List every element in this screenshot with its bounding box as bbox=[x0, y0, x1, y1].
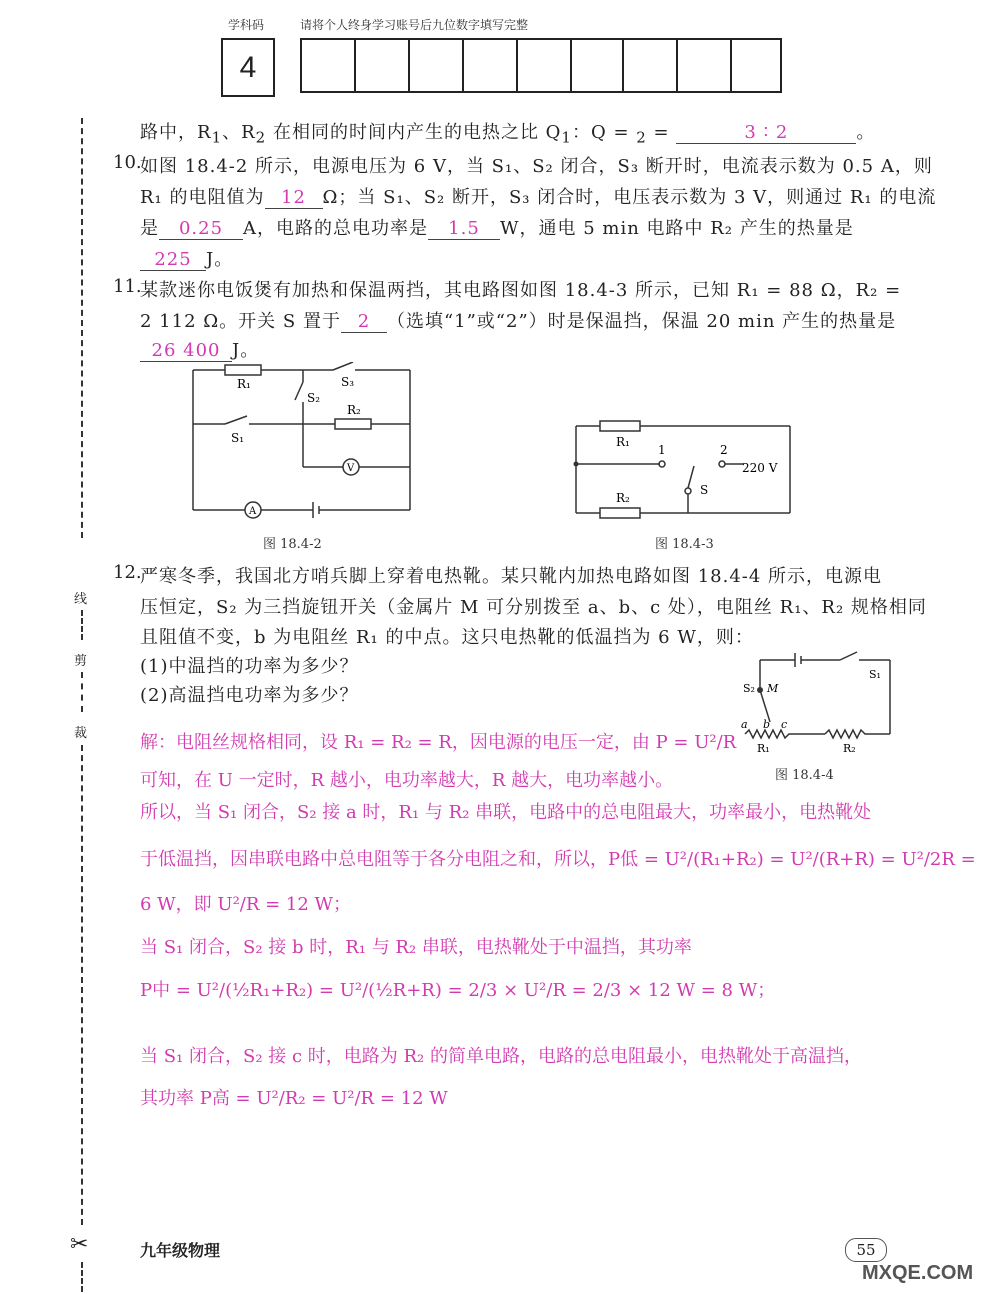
solution-line7: P中 = U²/(½R₁+R₂) = U²/(½R+R) = 2/3 × U²/R = 2/3 × 12 W = 8 W； bbox=[140, 980, 776, 1001]
fig3-label-s: S bbox=[700, 483, 709, 497]
q9-tail-line: 路中，$R_1$、$R_2$ 在相同的时间内产生的电热之比 $Q_1$：Q = $_2$ = 3 ∶ 2 。 bbox=[140, 122, 876, 147]
grade-subject-label: 九年级物理 bbox=[140, 1243, 221, 1260]
q10-line4: 225 J。 bbox=[140, 245, 233, 271]
q12-line1: 严寒冬季，我国北方哨兵脚上穿着电热靴。某只靴内加热电路如图 18.4-4 所示，电源电 bbox=[140, 566, 883, 587]
q10-number: 10. bbox=[113, 152, 142, 173]
subject-code-label: 学科码 bbox=[228, 18, 265, 32]
q11-number: 11. bbox=[113, 276, 142, 297]
fig4-label-s1: S₁ bbox=[869, 668, 881, 681]
fig2-label-s1: S₁ bbox=[231, 431, 245, 445]
q11-line2: 2 112 Ω。开关 S 置于 2 （选填“1”或“2”）时是保温挡，保温 20 min 产生的热量是 bbox=[140, 311, 897, 332]
cut-line-top bbox=[81, 118, 83, 538]
circuit-diagram-18-4-4 bbox=[735, 648, 895, 758]
fig4-label-r1: R₁ bbox=[757, 742, 770, 755]
solution-line8: 当 S₁ 闭合，S₂ 接 c 时，电路为 R₂ 的简单电路，电路的总电阻最小，电热靴处于高温挡， bbox=[140, 1046, 862, 1067]
q12-sub1: (1)中温挡的功率为多少？ bbox=[140, 656, 359, 677]
fig4-label-a: a bbox=[741, 718, 748, 731]
fig3-label-r1: R₁ bbox=[616, 435, 630, 449]
margin-label-trim: 裁 bbox=[74, 726, 88, 741]
account-instruction: 请将个人终身学习账号后九位数字填写完整 bbox=[300, 18, 529, 32]
q10-answer-r1[interactable]: 12 bbox=[265, 187, 323, 209]
solution-line6: 当 S₁ 闭合，S₂ 接 b 时，R₁ 与 R₂ 串联，电热靴处于中温挡，其功率 bbox=[140, 937, 692, 958]
fig4-label-r2: R₂ bbox=[843, 742, 856, 755]
q12-line3: 且阻值不变，b 为电阻丝 R₁ 的中点。这只电热靴的低温挡为 6 W，则： bbox=[140, 627, 754, 648]
cut-line-mid1 bbox=[81, 610, 83, 640]
fig3-label-r2: R₂ bbox=[616, 491, 630, 505]
q10-answer-heat[interactable]: 225 bbox=[140, 249, 206, 271]
q11-answer-switch[interactable]: 2 bbox=[341, 311, 387, 333]
cut-line-bottom bbox=[81, 745, 83, 1225]
q12-sub2: (2)高温挡电功率为多少？ bbox=[140, 685, 359, 706]
fig2-label-s3: S₃ bbox=[341, 375, 355, 389]
q10-line1: 如图 18.4-2 所示，电源电压为 6 V，当 S₁、S₂ 闭合，S₃ 断开时，电流表示数为 0.5 A，则 bbox=[140, 156, 933, 177]
ammeter-icon: A bbox=[249, 506, 257, 517]
solution-line2: 可知，在 U 一定时，R 越小，电功率越大，R 越大，电功率越小。 bbox=[140, 770, 674, 791]
fig4-label-c: c bbox=[781, 718, 788, 731]
fig3-label-1: 1 bbox=[658, 443, 666, 457]
q11-line1: 某款迷你电饭煲有加热和保温两挡，其电路图如图 18.4-3 所示，已知 R₁ = 88 Ω，R₂ = bbox=[140, 280, 902, 301]
fig3-label-2: 2 bbox=[720, 443, 728, 457]
fig4-caption: 图 18.4-4 bbox=[775, 768, 834, 783]
scissors-icon: ✂ bbox=[70, 1232, 89, 1257]
solution-line1: 解：电阻丝规格相同，设 R₁ = R₂ = R，因电源的电压一定，由 P = U²/R bbox=[140, 732, 737, 753]
q10-line3: 是 0.25 A，电路的总电功率是 1.5 W，通电 5 min 电路中 R₂ 产生的热量是 bbox=[140, 218, 854, 239]
q11-answer-heat[interactable]: 26 400 bbox=[140, 340, 232, 362]
margin-label-line: 线 bbox=[74, 592, 88, 607]
cut-line-mid2 bbox=[81, 672, 83, 712]
q11-line3: 26 400 J。 bbox=[140, 336, 259, 362]
fig4-label-b: b bbox=[763, 718, 771, 731]
circuit-diagram-18-4-3 bbox=[570, 418, 810, 528]
fig2-caption: 图 18.4-2 bbox=[263, 537, 322, 552]
fig2-label-r2: R₂ bbox=[347, 403, 361, 417]
q10-answer-current[interactable]: 0.25 bbox=[159, 218, 243, 240]
margin-label-cut: 剪 bbox=[74, 654, 88, 669]
q12-number: 12. bbox=[113, 562, 142, 583]
solution-line5: 6 W，即 U²/R = 12 W； bbox=[140, 894, 352, 915]
cut-line-end bbox=[81, 1262, 83, 1292]
solution-line9: 其功率 P高 = U²/R₂ = U²/R = 12 W bbox=[140, 1088, 448, 1109]
circuit-diagram-18-4-2 bbox=[185, 362, 425, 532]
fig3-caption: 图 18.4-3 bbox=[655, 537, 714, 552]
subject-code-box: 4 bbox=[221, 38, 275, 97]
voltmeter-icon: V bbox=[347, 463, 355, 474]
q12-line2: 压恒定，S₂ 为三挡旋钮开关（金属片 M 可分别拨至 a、b、c 处），电阻丝 R₁、R₂ 规格相同 bbox=[140, 597, 927, 618]
q10-line2: R₁ 的电阻值为 12 Ω；当 S₁、S₂ 断开，S₃ 闭合时，电压表示数为 3 V，则通过 R₁ 的电流 bbox=[140, 187, 937, 208]
q10-answer-power[interactable]: 1.5 bbox=[428, 218, 500, 240]
fig4-label-s2: S₂ bbox=[743, 682, 755, 695]
fig2-label-s2: S₂ bbox=[307, 391, 321, 405]
account-digit-boxes[interactable] bbox=[300, 38, 782, 93]
fig2-label-r1: R₁ bbox=[237, 377, 251, 391]
fig4-label-m: M bbox=[767, 682, 779, 695]
page-number: 55 bbox=[845, 1238, 887, 1262]
solution-line3: 所以，当 S₁ 闭合，S₂ 接 a 时，R₁ 与 R₂ 串联，电路中的总电阻最大，功率最小，电热靴处 bbox=[140, 802, 872, 823]
fig3-label-voltage: 220 V bbox=[742, 461, 778, 475]
watermark-url: MXQE.COM bbox=[862, 1262, 974, 1284]
solution-line4: 于低温挡，因串联电路中总电阻等于各分电阻之和，所以，P低 = U²/(R₁+R₂) = U²/(R+R) = U²/2R = bbox=[140, 849, 976, 870]
q9-answer[interactable]: 3 ∶ 2 bbox=[676, 122, 856, 144]
